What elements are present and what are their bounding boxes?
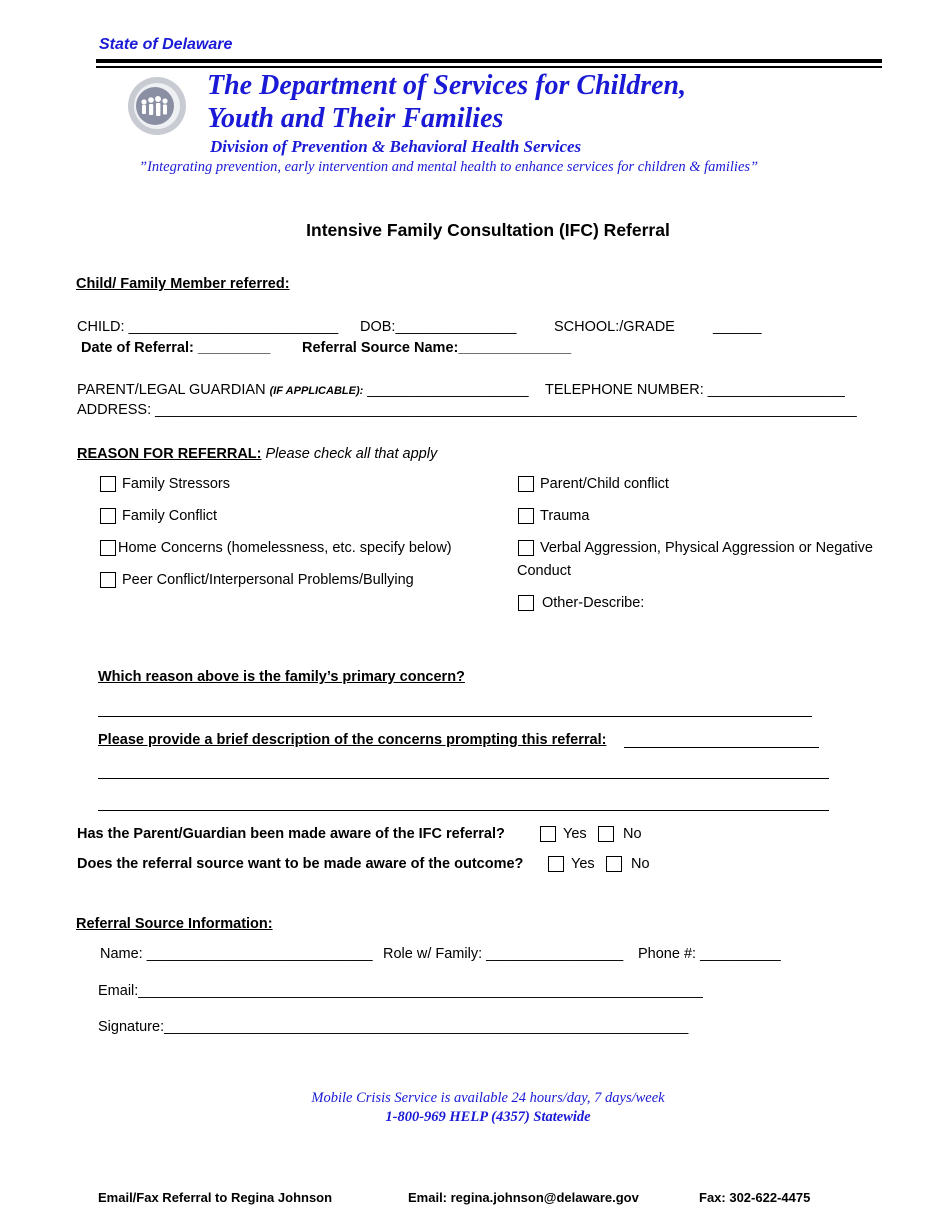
- primary-concern-question: Which reason above is the family’s primary concern?: [98, 669, 465, 685]
- reason-heading: [77, 446, 437, 462]
- source-email-field[interactable]: Email:______________________________________________________________________: [98, 983, 703, 999]
- family-conflict-label: Family Conflict: [122, 508, 218, 524]
- footer-referral-to: Email/Fax Referral to Regina Johnson: [98, 1190, 333, 1205]
- other-describe-checkbox[interactable]: [518, 595, 534, 611]
- peer-conflict-label: Peer Conflict/Interpersonal Problems/Bullying: [122, 572, 414, 588]
- school-grade-label: SCHOOL:/GRADE: [554, 319, 675, 335]
- outcome-no-label: No: [631, 856, 650, 872]
- source-phone-field[interactable]: Phone #: __________: [638, 946, 781, 962]
- motto: ”Integrating prevention, early intervention and mental health to enhance services for children & families”: [139, 159, 759, 175]
- date-of-referral-field[interactable]: Date of Referral: _________: [81, 340, 271, 356]
- child-field[interactable]: CHILD: __________________________: [77, 319, 339, 335]
- header-rule-thick: [96, 59, 882, 63]
- family-stressors-label: Family Stressors: [122, 476, 230, 492]
- primary-concern-answer-line[interactable]: [98, 716, 812, 717]
- home-concerns-label: Home Concerns (homelessness, etc. specify below): [118, 540, 452, 556]
- source-info-heading: Referral Source Information:: [76, 916, 273, 932]
- outcome-yes-label: Yes: [571, 856, 595, 872]
- trauma-checkbox[interactable]: [518, 508, 534, 524]
- source-role-field[interactable]: Role w/ Family: _________________: [383, 946, 624, 962]
- source-name-field[interactable]: Name: ____________________________: [100, 946, 373, 962]
- reason-heading-label: REASON FOR REFERRAL:: [77, 446, 262, 462]
- department-title-line2: Youth and Their Families: [207, 103, 504, 134]
- description-answer-line-3[interactable]: [98, 810, 829, 811]
- department-logo-icon: [127, 76, 187, 136]
- guardian-note: (IF APPLICABLE):: [269, 385, 364, 397]
- child-section-heading: Child/ Family Member referred:: [76, 276, 290, 292]
- peer-conflict-checkbox[interactable]: [100, 572, 116, 588]
- parent-child-conflict-label: Parent/Child conflict: [540, 476, 669, 492]
- aggression-label: Verbal Aggression, Physical Aggression or Negative: [540, 540, 873, 556]
- source-signature-field[interactable]: Signature:_________________________________________________________________: [98, 1019, 689, 1035]
- header-rule-thin: [96, 66, 882, 68]
- aware-yes-checkbox[interactable]: [540, 826, 556, 842]
- footer-email: Email: regina.johnson@delaware.gov: [408, 1190, 639, 1205]
- outcome-question: Does the referral source want to be made aware of the outcome?: [77, 856, 524, 872]
- description-answer-line-1[interactable]: [624, 747, 819, 748]
- trauma-label: Trauma: [540, 508, 590, 524]
- family-stressors-checkbox[interactable]: [100, 476, 116, 492]
- referral-source-name-field[interactable]: Referral Source Name:______________: [302, 340, 572, 356]
- aware-yes-label: Yes: [563, 826, 587, 842]
- parent-child-conflict-checkbox[interactable]: [518, 476, 534, 492]
- dob-field[interactable]: DOB:_______________: [360, 319, 517, 335]
- guardian-field[interactable]: [77, 382, 529, 398]
- home-concerns-checkbox[interactable]: [100, 540, 116, 556]
- other-describe-label: Other-Describe:: [542, 595, 645, 611]
- form-title: Intensive Family Consultation (IFC) Referral: [306, 220, 670, 240]
- reason-instruction: Please check all that apply: [261, 446, 438, 462]
- state-name: State of Delaware: [99, 36, 233, 53]
- telephone-field[interactable]: TELEPHONE NUMBER: _________________: [545, 382, 845, 398]
- aware-no-checkbox[interactable]: [598, 826, 614, 842]
- description-question: Please provide a brief description of the concerns prompting this referral:: [98, 732, 607, 748]
- division-name: Division of Prevention & Behavioral Health Services: [210, 137, 582, 156]
- department-title-line1: The Department of Services for Children,: [207, 70, 687, 101]
- outcome-yes-checkbox[interactable]: [548, 856, 564, 872]
- aggression-checkbox[interactable]: [518, 540, 534, 556]
- aggression-label-cont: Conduct: [517, 563, 572, 579]
- outcome-no-checkbox[interactable]: [606, 856, 622, 872]
- guardian-label: PARENT/LEGAL GUARDIAN: [77, 382, 270, 398]
- guardian-blank: ____________________: [363, 382, 529, 398]
- description-answer-line-2[interactable]: [98, 778, 829, 779]
- crisis-availability: Mobile Crisis Service is available 24 hours/day, 7 days/week: [311, 1090, 665, 1106]
- school-grade-field[interactable]: ______: [713, 319, 762, 335]
- aware-question: Has the Parent/Guardian been made aware of the IFC referral?: [77, 826, 505, 842]
- aware-no-label: No: [623, 826, 642, 842]
- footer-fax: Fax: 302-622-4475: [699, 1190, 811, 1205]
- crisis-hotline: 1-800-969 HELP (4357) Statewide: [385, 1109, 591, 1125]
- address-field[interactable]: ADDRESS: _______________________________________________________________________________________: [77, 402, 857, 418]
- family-conflict-checkbox[interactable]: [100, 508, 116, 524]
